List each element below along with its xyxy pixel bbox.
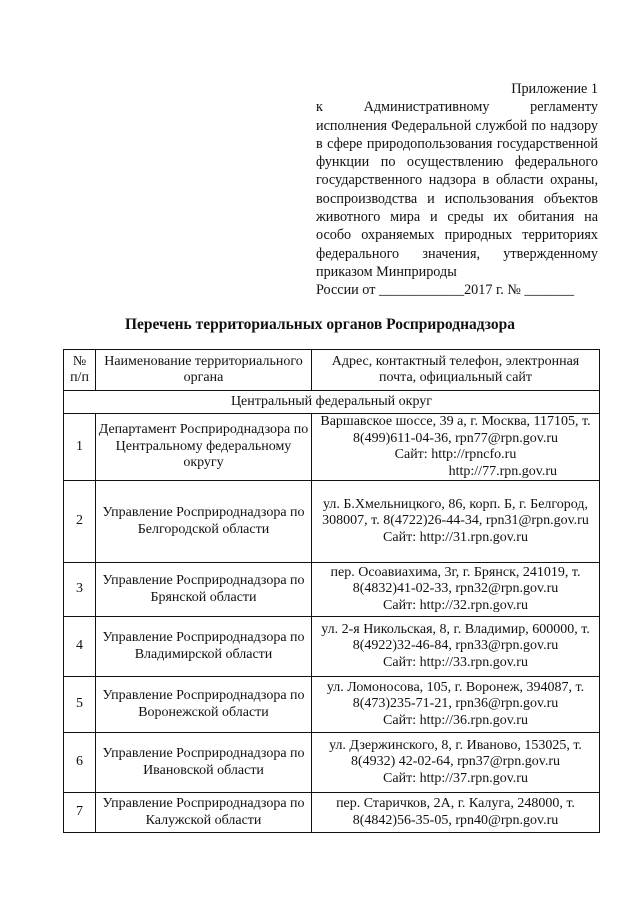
table-row (64, 793, 600, 833)
row-contacts (312, 677, 600, 733)
row-address: ул. Б.Хмельницкого, 86, корп. Б, г. Белгород, 308007, т. 8(4722)26-44-34, rpn31@rpn.gov.ru (322, 496, 589, 529)
row-site: Сайт: http://37.rpn.gov.ru (383, 770, 528, 786)
district-name: Центральный федеральный округ (64, 391, 600, 414)
appendix-block (316, 80, 598, 300)
row-contacts (312, 733, 600, 793)
row-address: Варшавское шоссе, 39 а, г. Москва, 117105, т. 8(499)611-04-36, rpn77@rpn.gov.ru (320, 414, 591, 446)
header-contacts: Адрес, контактный телефон, электронная почта, официальный сайт (312, 350, 600, 391)
row-number: 3 (64, 563, 96, 617)
row-number: 5 (64, 677, 96, 733)
row-site: Сайт: http://31.rpn.gov.ru (383, 529, 528, 545)
row-name: Департамент Росприроднадзора по Центральному федеральному округу (96, 414, 312, 481)
appendix-approval-line: России от ____________2017 г. № _______ (316, 282, 575, 299)
header-name: Наименование территориального органа (96, 350, 312, 391)
row-address: ул. Ломоносова, 105, г. Воронеж, 394087, т. 8(473)235-71-21, rpn36@rpn.gov.ru (326, 679, 585, 712)
row-name: Управление Росприроднадзора по Калужской области (96, 793, 312, 833)
row-site: Сайт: http://32.rpn.gov.ru (383, 597, 528, 613)
row-number: 1 (64, 414, 96, 481)
row-site: Сайт: http://36.rpn.gov.ru (383, 712, 528, 728)
row-name: Управление Росприроднадзора по Владимирской области (96, 617, 312, 677)
row-number: 2 (64, 481, 96, 563)
row-address: ул. 2-я Никольская, 8, г. Владимир, 600000, т. 8(4922)32-46-84, rpn33@rpn.gov.ru (321, 621, 590, 654)
table-row (64, 733, 600, 793)
row-contacts (312, 414, 600, 481)
row-address: пер. Старичков, 2А, г. Калуга, 248000, т. 8(4842)56-35-05, rpn40@rpn.gov.ru (336, 796, 575, 828)
row-contacts (312, 617, 600, 677)
table-header-row (64, 350, 600, 391)
table-row (64, 617, 600, 677)
table-row (64, 481, 600, 563)
document-title: Перечень территориальных органов Росприроднадзора (124, 316, 516, 333)
table-row (64, 677, 600, 733)
row-contacts (312, 481, 600, 563)
row-site-secondary: http://77.rpn.gov.ru (448, 463, 557, 479)
row-name: Управление Росприроднадзора по Ивановской области (96, 733, 312, 793)
appendix-heading: Приложение 1 (511, 81, 598, 97)
row-name: Управление Росприроднадзора по Воронежской области (96, 677, 312, 733)
appendix-body: к Административному регламенту исполнения Федеральной службой по надзору в сфере природопользования государственной функции по осуществлению федерального государственного надзора в области охраны, воспроизводства и использования объектов животного мира и среды их обитания на особо охраняемых природных территориях федерального значения, утвержденному приказом Минприроды (316, 99, 598, 280)
row-contacts (312, 793, 600, 833)
territorial-bodies-table (63, 349, 600, 833)
row-contacts (312, 563, 600, 617)
row-address: пер. Осоавиахима, 3г, г. Брянск, 241019, т. 8(4832)41-02-33, rpn32@rpn.gov.ru (330, 564, 581, 597)
table-row (64, 414, 600, 481)
row-site: Сайт: http://rpncfo.ru (394, 447, 517, 462)
row-site: Сайт: http://33.rpn.gov.ru (383, 654, 528, 670)
row-name: Управление Росприроднадзора по Брянской области (96, 563, 312, 617)
row-number: 4 (64, 617, 96, 677)
row-number: 6 (64, 733, 96, 793)
table-row (64, 563, 600, 617)
row-address: ул. Дзержинского, 8, г. Иваново, 153025, т. 8(4932) 42-02-64, rpn37@rpn.gov.ru (329, 737, 582, 770)
district-row (64, 391, 600, 414)
row-name: Управление Росприроднадзора по Белгородской области (96, 481, 312, 563)
row-number: 7 (64, 793, 96, 833)
header-number: № п/п (64, 350, 96, 391)
